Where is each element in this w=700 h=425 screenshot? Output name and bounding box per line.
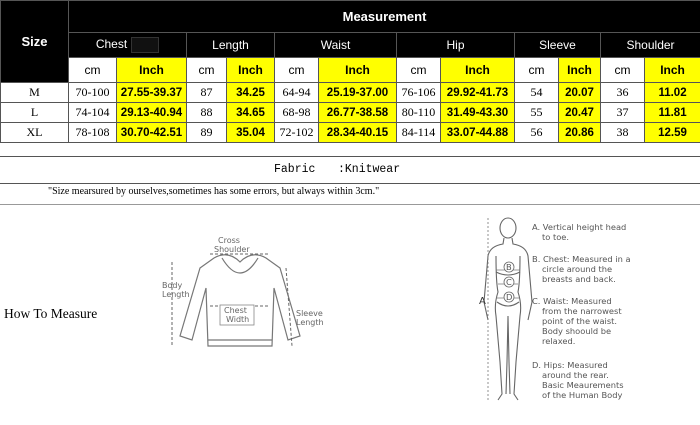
length-cm: 88 [187, 103, 227, 123]
how-to-measure-title: How To Measure [4, 306, 98, 321]
marker-b: B [506, 262, 512, 272]
fabric-label: Fabric [274, 163, 316, 176]
measurement-note [0, 182, 700, 205]
body-length-label-2: Length [162, 290, 190, 299]
note-c-line-3: point of the waist. [542, 316, 618, 326]
hip-inch: 33.07-44.88 [441, 123, 515, 143]
col-hip: Hip [397, 33, 515, 58]
marker-c: C [506, 277, 512, 287]
chest-cm: 74-104 [69, 103, 117, 123]
table-row [1, 123, 700, 143]
note-b-line-1: B. Chest: Measured in a [532, 254, 631, 264]
measurement-header: Measurement [69, 1, 700, 33]
size-table [0, 0, 700, 143]
col-sleeve: Sleeve [515, 33, 601, 58]
unit-inch: Inch [441, 58, 515, 83]
sleeve-inch: 20.47 [559, 103, 601, 123]
unit-inch: Inch [227, 58, 275, 83]
shoulder-cm: 36 [601, 83, 645, 103]
note-text: "Size mearsured by ourselves,sometimes has some errors, but always within 3cm." [48, 186, 380, 197]
col-chest [69, 33, 187, 58]
unit-inch: Inch [319, 58, 397, 83]
length-inch: 34.65 [227, 103, 275, 123]
waist-cm: 68-98 [275, 103, 319, 123]
fabric-value: :Knitwear [338, 163, 401, 176]
sweater-neckline [222, 258, 258, 273]
note-a-line-1: A. Vertical height head [532, 222, 627, 232]
sleeve-inch: 20.07 [559, 83, 601, 103]
note-d-line-1: D. Hips: Measured [532, 360, 608, 370]
garment-diagram [150, 228, 330, 368]
note-b-line-2: circle around the [542, 264, 613, 274]
col-length: Length [187, 33, 275, 58]
sleeve-inch: 20.86 [559, 123, 601, 143]
unit-inch: Inch [117, 58, 187, 83]
chest-cm: 70-100 [69, 83, 117, 103]
col-chest-label: Chest [95, 37, 128, 52]
hip-inch: 31.49-43.30 [441, 103, 515, 123]
sleeve-cm: 54 [515, 83, 559, 103]
note-c-line-5: relaxed. [542, 336, 576, 346]
body-figure [484, 218, 532, 400]
waist-inch: 25.19-37.00 [319, 83, 397, 103]
note-c-line-1: C. Waist: Measured [532, 296, 612, 306]
waist-cm: 64-94 [275, 83, 319, 103]
col-shoulder: Shoulder [601, 33, 700, 58]
length-inch: 35.04 [227, 123, 275, 143]
note-d-line-4: of the Human Body [542, 390, 623, 400]
body-length-label-1: Body [162, 281, 183, 290]
unit-cm: cm [515, 58, 559, 83]
unit-inch: Inch [645, 58, 700, 83]
chest-inch: 29.13-40.94 [117, 103, 187, 123]
sleeve-cm: 55 [515, 103, 559, 123]
hip-cm: 84-114 [397, 123, 441, 143]
unit-cm: cm [601, 58, 645, 83]
sweater-outline [180, 255, 300, 346]
cross-shoulder-label-1: Cross [218, 236, 240, 245]
chest-inch: 30.70-42.51 [117, 123, 187, 143]
marker-d: D [506, 292, 513, 302]
waist-inch: 28.34-40.15 [319, 123, 397, 143]
chest-width-label-1: Chest [224, 306, 247, 315]
shoulder-cm: 38 [601, 123, 645, 143]
size-label: XL [1, 123, 69, 143]
length-cm: 89 [187, 123, 227, 143]
cross-shoulder-label-2: Shoulder [214, 245, 250, 254]
unit-cm: cm [397, 58, 441, 83]
unit-cm: cm [69, 58, 117, 83]
chest-width-label-2: Width [226, 315, 250, 324]
sleeve-cm: 56 [515, 123, 559, 143]
waist-inch: 26.77-38.58 [319, 103, 397, 123]
unit-inch: Inch [559, 58, 601, 83]
unit-cm: cm [187, 58, 227, 83]
col-waist: Waist [275, 33, 397, 58]
body-diagram [470, 212, 650, 412]
size-header: Size [1, 1, 69, 83]
hip-cm: 76-106 [397, 83, 441, 103]
note-b-line-3: breasts and back. [542, 274, 616, 284]
waist-cm: 72-102 [275, 123, 319, 143]
length-cm: 87 [187, 83, 227, 103]
fabric-row [0, 156, 700, 184]
note-c-line-2: from the narrowest [542, 306, 622, 316]
table-row [1, 83, 700, 103]
note-d-line-3: Basic Meaurements [542, 380, 624, 390]
note-c-line-4: Body shoould be [542, 326, 612, 336]
shoulder-inch: 12.59 [645, 123, 700, 143]
sleeve-length-label-2: Length [296, 318, 324, 327]
shoulder-inch: 11.02 [645, 83, 700, 103]
size-label: L [1, 103, 69, 123]
shoulder-cm: 37 [601, 103, 645, 123]
shoulder-inch: 11.81 [645, 103, 700, 123]
chest-inch: 27.55-39.37 [117, 83, 187, 103]
hip-cm: 80-110 [397, 103, 441, 123]
chest-cm: 78-108 [69, 123, 117, 143]
sleeve-length-label-1: Sleeve [296, 309, 323, 318]
length-inch: 34.25 [227, 83, 275, 103]
table-row [1, 103, 700, 123]
size-label: M [1, 83, 69, 103]
unit-cm: cm [275, 58, 319, 83]
note-a-line-2: to toe. [542, 232, 570, 242]
marker-a: A [479, 296, 486, 307]
color-swatch [131, 37, 159, 53]
note-d-line-2: around the rear. [542, 370, 609, 380]
hip-inch: 29.92-41.73 [441, 83, 515, 103]
